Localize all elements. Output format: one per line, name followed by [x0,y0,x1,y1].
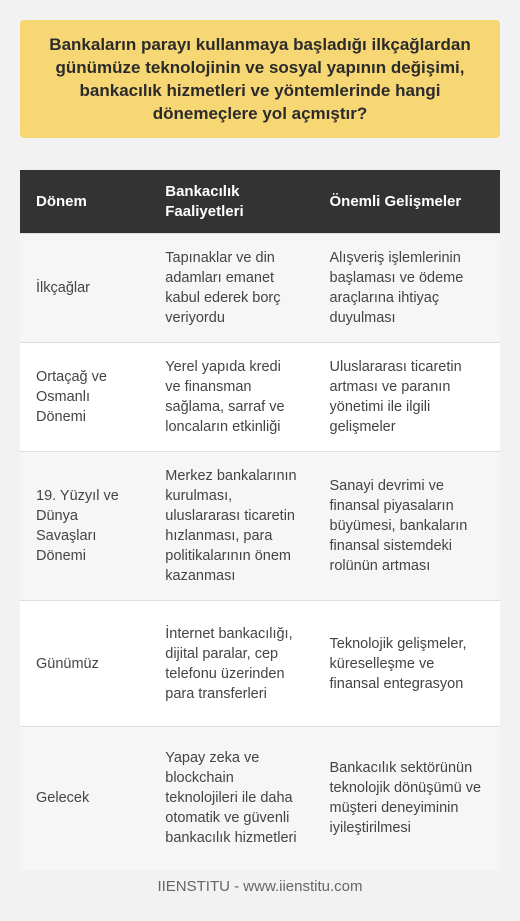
table-row [20,343,500,452]
cell-period: Ortaçağ ve Osmanlı Dönemi [20,343,149,452]
cell-developments: Alışveriş işlemlerinin başlaması ve ödeme araçlarına ihtiyaç duyulması [314,234,501,343]
cell-period: Günümüz [20,601,149,727]
cell-period: İlkçağlar [20,234,149,343]
header-activities: Bankacılık Faaliyetleri [149,170,313,234]
cell-period: 19. Yüzyıl ve Dünya Savaşları Dönemi [20,452,149,601]
cell-developments: Sanayi devrimi ve finansal piyasaların büyümesi, bankaların finansal sistemdeki rolünün artması [314,452,501,601]
cell-developments: Bankacılık sektörünün teknolojik dönüşümü ve müşteri deneyiminin iyileştirilmesi [314,727,501,870]
table-row [20,452,500,601]
table-header-row [20,170,500,234]
cell-activities: Yapay zeka ve blockchain teknolojileri ile daha otomatik ve güvenli bankacılık hizmetleri [149,727,313,870]
header-period: Dönem [20,170,149,234]
cell-activities: Yerel yapıda kredi ve finansman sağlama, sarraf ve loncaların etkinliği [149,343,313,452]
cell-developments: Uluslararası ticaretin artması ve paranın yönetimi ile ilgili gelişmeler [314,343,501,452]
cell-activities: İnternet bankacılığı, dijital paralar, cep telefonu üzerinden para transferleri [149,601,313,727]
periods-table [20,170,500,870]
cell-developments: Teknolojik gelişmeler, küreselleşme ve finansal entegrasyon [314,601,501,727]
table-row [20,601,500,727]
cell-activities: Tapınaklar ve din adamları emanet kabul ederek borç veriyordu [149,234,313,343]
table-row [20,234,500,343]
header-developments: Önemli Gelişmeler [314,170,501,234]
question-box [20,20,500,138]
cell-activities: Merkez bankalarının kurulması, uluslararası ticaretin hızlanması, para politikalarının önem kazanması [149,452,313,601]
table-row [20,727,500,870]
footer-credit: IIENSTITU - www.iienstitu.com [157,878,363,895]
cell-period: Gelecek [20,727,149,870]
question-text: Bankaların parayı kullanmaya başladığı ilkçağlardan günümüze teknolojinin ve sosyal yapının değişimi, bankacılık hizmetleri ve yöntemlerinde hangi dönemeçlere yol açmıştır? [49,35,471,123]
